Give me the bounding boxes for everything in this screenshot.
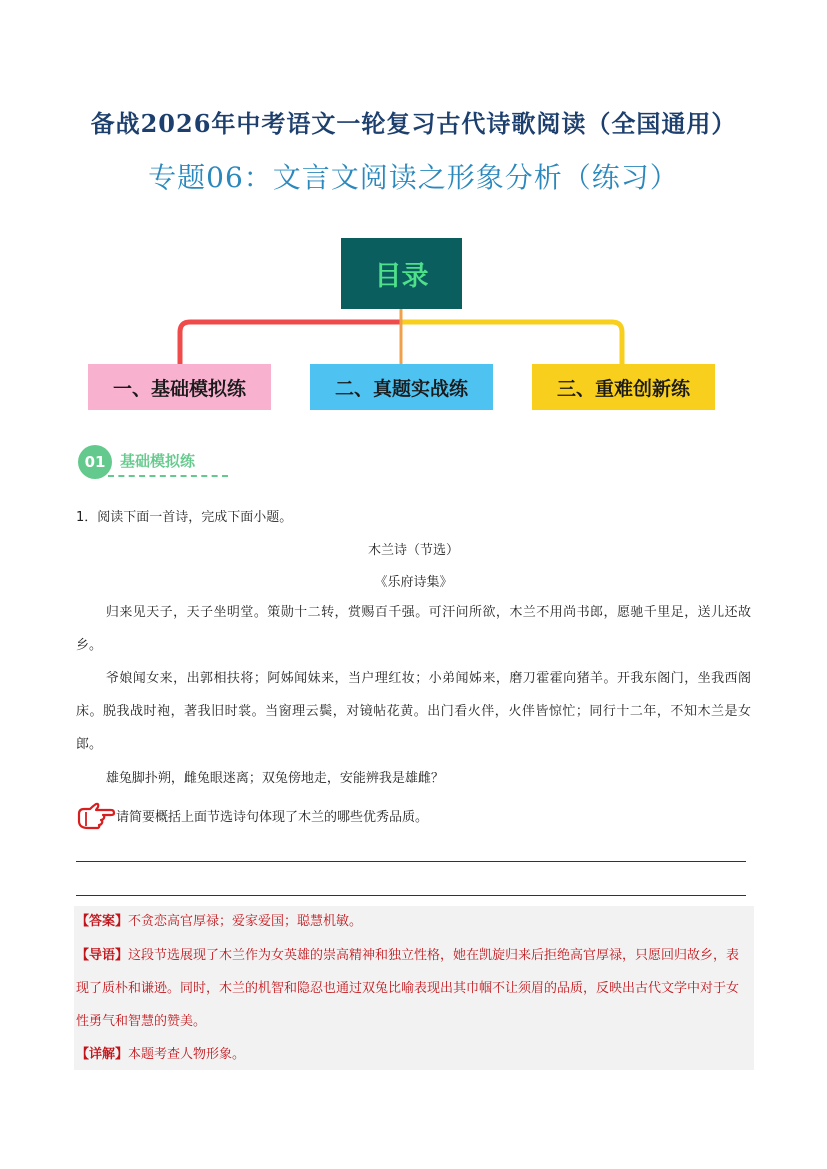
detail-paragraph [76, 1038, 748, 1071]
question-prompt: 请简要概括上面节选诗句体现了木兰的哪些优秀品质。 [116, 810, 429, 825]
answer-paragraph [76, 905, 748, 938]
answer-line [76, 861, 746, 862]
section-underline [108, 475, 228, 477]
answer-text: 不贪恋高官厚禄；爱家爱国；聪慧机敏。 [128, 914, 363, 929]
guide-text: 这段节选展现了木兰作为女英雄的崇高精神和独立性格，她在凯旋归来后拒绝高官厚禄，只愿回归故乡，表现了质朴和谦逊。同时，木兰的机智和隐忍也通过双兔比喻表现出其巾帼不让须眉的品质，反映出古代文学中对于女性勇气和智慧的赞美。 [76, 948, 740, 1029]
toc-heading: 目录 [341, 238, 462, 309]
toc-connector-lines [0, 0, 827, 420]
detail-text: 本题考查人物形象。 [128, 1047, 246, 1062]
poem-title: 木兰诗（节选） [367, 543, 459, 558]
poem-source: 《乐府诗集》 [374, 575, 453, 590]
answer-line [76, 895, 746, 896]
detail-tag: 【详解】 [76, 1047, 129, 1062]
section-number: 01 [78, 445, 112, 479]
section-label: 基础模拟练 [120, 452, 196, 470]
pointing-hand-icon [76, 800, 116, 832]
guide-tag: 【导语】 [76, 948, 129, 963]
poem-paragraph: 爷娘闻女来，出郭相扶将；阿姊闻妹来，当户理红妆；小弟闻姊来，磨刀霍霍向猪羊。开我东阁门，坐我西阁床。脱我战时袍，著我旧时裳。当窗理云鬓，对镜帖花黄。出门看火伴，火伴皆惊忙；同行十二年，不知木兰是女郎。 [76, 671, 751, 752]
guide-paragraph [76, 939, 748, 1038]
toc-item-innovation-practice[interactable]: 三、重难创新练 [532, 364, 715, 410]
question-intro: 1．阅读下面一首诗，完成下面小题。 [76, 510, 293, 525]
document-subtitle: 专题06：文言文阅读之形象分析（练习） [148, 161, 679, 194]
poem-paragraph: 归来见天子，天子坐明堂。策勋十二转，赏赐百千强。可汗问所欲，木兰不用尚书郎，愿驰千里足，送儿还故乡。 [76, 605, 751, 653]
document-title: 备战2026年中考语文一轮复习古代诗歌阅读（全国通用） [90, 109, 737, 138]
answer-tag: 【答案】 [76, 914, 129, 929]
toc-item-basic-practice[interactable]: 一、基础模拟练 [88, 364, 271, 410]
poem-paragraph: 雄兔脚扑朔，雌兔眼迷离；双兔傍地走，安能辨我是雄雌？ [105, 771, 444, 786]
section-badge [78, 445, 228, 479]
toc-item-real-exam-practice[interactable]: 二、真题实战练 [310, 364, 493, 410]
